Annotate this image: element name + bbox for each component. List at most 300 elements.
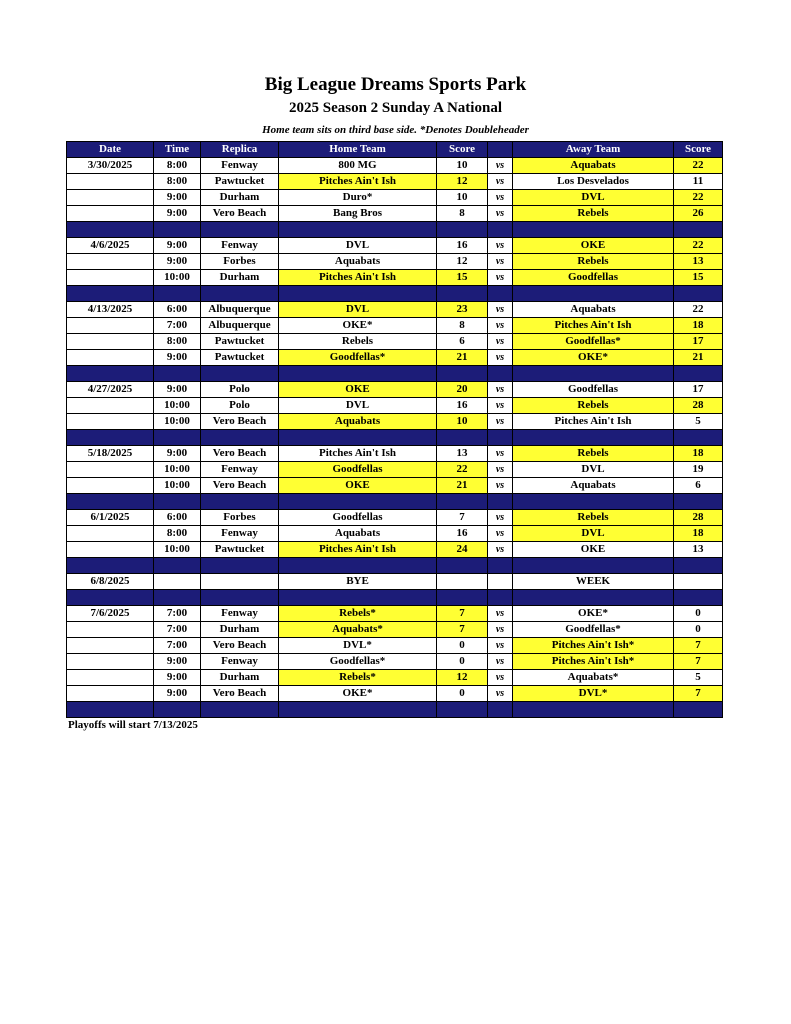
home-team-cell: Aquabats*: [279, 622, 437, 638]
home-score-cell: 10: [437, 414, 488, 430]
separator-cell: [437, 222, 488, 238]
game-row: [67, 414, 723, 430]
time-cell: 10:00: [154, 462, 201, 478]
vs-cell: vs: [488, 654, 513, 670]
time-cell: 9:00: [154, 654, 201, 670]
separator-cell: [674, 430, 723, 446]
home-score-cell: 21: [437, 350, 488, 366]
replica-cell: Vero Beach: [201, 446, 279, 462]
away-score-cell: 5: [674, 670, 723, 686]
away-team-cell: Rebels: [513, 254, 674, 270]
separator-cell: [67, 430, 154, 446]
time-cell: 7:00: [154, 606, 201, 622]
date-cell: [67, 174, 154, 190]
time-cell: 9:00: [154, 382, 201, 398]
game-row: [67, 606, 723, 622]
home-team-cell: OKE: [279, 382, 437, 398]
away-team-cell: Rebels: [513, 446, 674, 462]
game-row: [67, 334, 723, 350]
separator-cell: [67, 494, 154, 510]
game-row: [67, 350, 723, 366]
away-team-cell: Aquabats: [513, 158, 674, 174]
replica-cell: Fenway: [201, 526, 279, 542]
away-team-cell: Rebels: [513, 206, 674, 222]
time-cell: 10:00: [154, 542, 201, 558]
away-score-cell: 13: [674, 254, 723, 270]
separator-cell: [279, 494, 437, 510]
time-cell: 9:00: [154, 670, 201, 686]
separator-cell: [674, 494, 723, 510]
replica-cell: Vero Beach: [201, 206, 279, 222]
separator-cell: [154, 590, 201, 606]
home-team-cell: Aquabats: [279, 414, 437, 430]
separator-cell: [513, 494, 674, 510]
time-cell: 9:00: [154, 238, 201, 254]
game-row: [67, 302, 723, 318]
time-cell: 6:00: [154, 302, 201, 318]
vs-cell: vs: [488, 190, 513, 206]
time-cell: 6:00: [154, 510, 201, 526]
replica-cell: Pawtucket: [201, 174, 279, 190]
week-separator: [67, 702, 723, 718]
date-cell: 4/6/2025: [67, 238, 154, 254]
replica-cell: Fenway: [201, 462, 279, 478]
vs-cell: vs: [488, 526, 513, 542]
home-team-cell: Duro*: [279, 190, 437, 206]
vs-cell: vs: [488, 478, 513, 494]
away-score-cell: 7: [674, 638, 723, 654]
away-team-cell: Goodfellas: [513, 382, 674, 398]
separator-cell: [513, 590, 674, 606]
away-team-cell: Rebels: [513, 398, 674, 414]
replica-cell: Durham: [201, 190, 279, 206]
week-separator: [67, 494, 723, 510]
replica-cell: Polo: [201, 398, 279, 414]
date-cell: [67, 270, 154, 286]
time-cell: 10:00: [154, 270, 201, 286]
game-row: [67, 206, 723, 222]
vs-cell: vs: [488, 686, 513, 702]
replica-cell: Durham: [201, 622, 279, 638]
home-score-cell: 6: [437, 334, 488, 350]
home-team-cell: Aquabats: [279, 254, 437, 270]
separator-cell: [488, 590, 513, 606]
away-team-cell: Los Desvelados: [513, 174, 674, 190]
separator-cell: [279, 286, 437, 302]
vs-cell: vs: [488, 638, 513, 654]
home-team-cell: DVL: [279, 398, 437, 414]
home-team-cell: 800 MG: [279, 158, 437, 174]
game-row: [67, 254, 723, 270]
date-cell: 6/1/2025: [67, 510, 154, 526]
col-date: Date: [67, 142, 154, 158]
separator-cell: [488, 494, 513, 510]
game-row: [67, 478, 723, 494]
away-score-cell: 0: [674, 606, 723, 622]
game-row: [67, 318, 723, 334]
game-row: [67, 526, 723, 542]
game-row: [67, 446, 723, 462]
away-score-cell: 28: [674, 398, 723, 414]
away-team-cell: Goodfellas: [513, 270, 674, 286]
away-score-cell: 13: [674, 542, 723, 558]
time-cell: 8:00: [154, 174, 201, 190]
vs-cell: vs: [488, 174, 513, 190]
time-cell: 7:00: [154, 622, 201, 638]
time-cell: 9:00: [154, 686, 201, 702]
replica-cell: Vero Beach: [201, 478, 279, 494]
home-team-cell: Rebels*: [279, 670, 437, 686]
home-score-cell: 0: [437, 654, 488, 670]
separator-cell: [674, 366, 723, 382]
home-score-cell: 8: [437, 206, 488, 222]
date-cell: [67, 254, 154, 270]
separator-cell: [201, 702, 279, 718]
away-score-cell: 6: [674, 478, 723, 494]
time-cell: 9:00: [154, 254, 201, 270]
date-cell: 5/18/2025: [67, 446, 154, 462]
date-cell: [67, 686, 154, 702]
away-score-cell: 5: [674, 414, 723, 430]
date-cell: [67, 478, 154, 494]
home-team-cell: Goodfellas*: [279, 654, 437, 670]
vs-cell: vs: [488, 414, 513, 430]
home-team-cell: Goodfellas*: [279, 350, 437, 366]
away-team-cell: Aquabats*: [513, 670, 674, 686]
separator-cell: [488, 558, 513, 574]
vs-cell: vs: [488, 382, 513, 398]
col-replica: Replica: [201, 142, 279, 158]
away-team-cell: Pitches Ain't Ish: [513, 414, 674, 430]
date-cell: [67, 670, 154, 686]
away-score-cell: 7: [674, 654, 723, 670]
away-score-cell: 18: [674, 526, 723, 542]
replica-cell: Durham: [201, 270, 279, 286]
vs-cell: vs: [488, 462, 513, 478]
vs-cell: vs: [488, 670, 513, 686]
separator-cell: [513, 430, 674, 446]
home-score-cell: 20: [437, 382, 488, 398]
replica-cell: Fenway: [201, 606, 279, 622]
separator-cell: [201, 222, 279, 238]
away-score-cell: 15: [674, 270, 723, 286]
vs-cell: vs: [488, 334, 513, 350]
separator-cell: [437, 702, 488, 718]
vs-cell: vs: [488, 542, 513, 558]
home-score-cell: 21: [437, 478, 488, 494]
home-team-cell: DVL: [279, 302, 437, 318]
home-team-cell: Goodfellas: [279, 462, 437, 478]
separator-cell: [154, 702, 201, 718]
schedule-note: Home team sits on third base side. *Denotes Doubleheader: [262, 124, 529, 136]
date-cell: 4/27/2025: [67, 382, 154, 398]
vs-cell: vs: [488, 606, 513, 622]
away-team-cell: DVL: [513, 526, 674, 542]
home-score-cell: 16: [437, 398, 488, 414]
separator-cell: [674, 286, 723, 302]
col-time: Time: [154, 142, 201, 158]
time-cell: 7:00: [154, 638, 201, 654]
home-team-cell: Rebels*: [279, 606, 437, 622]
time-cell: 8:00: [154, 526, 201, 542]
home-team-cell: Pitches Ain't Ish: [279, 446, 437, 462]
away-team-cell: OKE*: [513, 606, 674, 622]
separator-cell: [67, 590, 154, 606]
separator-cell: [67, 222, 154, 238]
away-team-cell: Pitches Ain't Ish*: [513, 654, 674, 670]
replica-cell: [201, 574, 279, 590]
game-row: [67, 174, 723, 190]
date-cell: [67, 190, 154, 206]
vs-cell: vs: [488, 254, 513, 270]
date-cell: [67, 654, 154, 670]
away-score-cell: 26: [674, 206, 723, 222]
home-team-cell: DVL: [279, 238, 437, 254]
date-cell: [67, 350, 154, 366]
separator-cell: [674, 590, 723, 606]
separator-cell: [674, 558, 723, 574]
game-row: [67, 622, 723, 638]
separator-cell: [154, 494, 201, 510]
vs-cell: vs: [488, 510, 513, 526]
game-row: [67, 462, 723, 478]
time-cell: [154, 574, 201, 590]
date-cell: [67, 622, 154, 638]
away-score-cell: 22: [674, 238, 723, 254]
time-cell: 9:00: [154, 190, 201, 206]
replica-cell: Vero Beach: [201, 414, 279, 430]
home-team-cell: Goodfellas: [279, 510, 437, 526]
home-team-cell: Bang Bros: [279, 206, 437, 222]
game-row: [67, 382, 723, 398]
away-team-cell: OKE: [513, 542, 674, 558]
away-score-cell: 22: [674, 302, 723, 318]
separator-cell: [488, 222, 513, 238]
replica-cell: Albuquerque: [201, 302, 279, 318]
date-cell: [67, 334, 154, 350]
separator-cell: [437, 494, 488, 510]
time-cell: 10:00: [154, 398, 201, 414]
replica-cell: Polo: [201, 382, 279, 398]
away-team-cell: DVL: [513, 190, 674, 206]
away-team-cell: Pitches Ain't Ish: [513, 318, 674, 334]
week-separator: [67, 558, 723, 574]
separator-cell: [488, 286, 513, 302]
separator-cell: [201, 366, 279, 382]
separator-cell: [513, 702, 674, 718]
col-home-score: Score: [437, 142, 488, 158]
away-team-cell: Goodfellas*: [513, 334, 674, 350]
separator-cell: [437, 366, 488, 382]
home-team-cell: Pitches Ain't Ish: [279, 542, 437, 558]
separator-cell: [154, 366, 201, 382]
game-row: [67, 510, 723, 526]
separator-cell: [513, 222, 674, 238]
separator-cell: [154, 286, 201, 302]
date-cell: 3/30/2025: [67, 158, 154, 174]
home-score-cell: 12: [437, 174, 488, 190]
home-score-cell: 15: [437, 270, 488, 286]
home-score-cell: 8: [437, 318, 488, 334]
separator-cell: [154, 430, 201, 446]
date-cell: [67, 206, 154, 222]
home-score-cell: 0: [437, 638, 488, 654]
time-cell: 9:00: [154, 446, 201, 462]
away-score-cell: 17: [674, 382, 723, 398]
away-score-cell: 18: [674, 446, 723, 462]
replica-cell: Albuquerque: [201, 318, 279, 334]
replica-cell: Fenway: [201, 158, 279, 174]
away-team-cell: Goodfellas*: [513, 622, 674, 638]
separator-cell: [279, 222, 437, 238]
separator-cell: [67, 558, 154, 574]
game-row: [67, 654, 723, 670]
time-cell: 7:00: [154, 318, 201, 334]
home-score-cell: 23: [437, 302, 488, 318]
separator-cell: [201, 494, 279, 510]
home-score-cell: 12: [437, 254, 488, 270]
separator-cell: [437, 558, 488, 574]
replica-cell: Vero Beach: [201, 686, 279, 702]
away-score-cell: 11: [674, 174, 723, 190]
separator-cell: [201, 430, 279, 446]
replica-cell: Pawtucket: [201, 542, 279, 558]
vs-cell: vs: [488, 270, 513, 286]
home-team-cell: BYE: [279, 574, 437, 590]
separator-cell: [67, 366, 154, 382]
time-cell: 8:00: [154, 158, 201, 174]
home-team-cell: Rebels: [279, 334, 437, 350]
col-vs: [488, 142, 513, 158]
separator-cell: [437, 590, 488, 606]
schedule-table: [66, 141, 723, 718]
home-team-cell: OKE: [279, 478, 437, 494]
separator-cell: [488, 366, 513, 382]
home-score-cell: 16: [437, 238, 488, 254]
away-team-cell: Rebels: [513, 510, 674, 526]
col-away-score: Score: [674, 142, 723, 158]
separator-cell: [674, 222, 723, 238]
replica-cell: Pawtucket: [201, 350, 279, 366]
vs-cell: vs: [488, 238, 513, 254]
vs-cell: vs: [488, 206, 513, 222]
vs-cell: vs: [488, 350, 513, 366]
date-cell: 6/8/2025: [67, 574, 154, 590]
away-team-cell: Aquabats: [513, 478, 674, 494]
game-row: [67, 190, 723, 206]
away-team-cell: DVL*: [513, 686, 674, 702]
separator-cell: [437, 430, 488, 446]
home-score-cell: 22: [437, 462, 488, 478]
col-home-team: Home Team: [279, 142, 437, 158]
playoffs-note: Playoffs will start 7/13/2025: [68, 719, 198, 731]
away-score-cell: 21: [674, 350, 723, 366]
home-score-cell: 0: [437, 686, 488, 702]
vs-cell: vs: [488, 158, 513, 174]
home-score-cell: 7: [437, 622, 488, 638]
date-cell: 4/13/2025: [67, 302, 154, 318]
date-cell: 7/6/2025: [67, 606, 154, 622]
away-score-cell: 22: [674, 190, 723, 206]
date-cell: [67, 414, 154, 430]
week-separator: [67, 222, 723, 238]
separator-cell: [437, 286, 488, 302]
away-score-cell: [674, 574, 723, 590]
separator-cell: [513, 286, 674, 302]
separator-cell: [488, 702, 513, 718]
separator-cell: [488, 430, 513, 446]
separator-cell: [67, 286, 154, 302]
away-score-cell: 28: [674, 510, 723, 526]
replica-cell: Pawtucket: [201, 334, 279, 350]
away-team-cell: OKE*: [513, 350, 674, 366]
date-cell: [67, 638, 154, 654]
away-score-cell: 18: [674, 318, 723, 334]
replica-cell: Forbes: [201, 254, 279, 270]
time-cell: 9:00: [154, 206, 201, 222]
bye-row: [67, 574, 723, 590]
home-team-cell: Pitches Ain't Ish: [279, 270, 437, 286]
separator-cell: [154, 558, 201, 574]
home-team-cell: DVL*: [279, 638, 437, 654]
away-score-cell: 19: [674, 462, 723, 478]
away-score-cell: 17: [674, 334, 723, 350]
separator-cell: [154, 222, 201, 238]
vs-cell: vs: [488, 398, 513, 414]
away-team-cell: DVL: [513, 462, 674, 478]
date-cell: [67, 526, 154, 542]
home-score-cell: 24: [437, 542, 488, 558]
vs-cell: vs: [488, 622, 513, 638]
away-team-cell: Pitches Ain't Ish*: [513, 638, 674, 654]
date-cell: [67, 542, 154, 558]
separator-cell: [201, 558, 279, 574]
week-separator: [67, 286, 723, 302]
replica-cell: Fenway: [201, 238, 279, 254]
game-row: [67, 238, 723, 254]
away-team-cell: OKE: [513, 238, 674, 254]
time-cell: 9:00: [154, 350, 201, 366]
home-team-cell: Pitches Ain't Ish: [279, 174, 437, 190]
time-cell: 10:00: [154, 478, 201, 494]
vs-cell: vs: [488, 318, 513, 334]
separator-cell: [201, 590, 279, 606]
header-row: [67, 142, 723, 158]
game-row: [67, 686, 723, 702]
away-score-cell: 7: [674, 686, 723, 702]
vs-cell: vs: [488, 302, 513, 318]
page-subtitle: 2025 Season 2 Sunday A National: [289, 100, 502, 116]
home-score-cell: 7: [437, 606, 488, 622]
separator-cell: [674, 702, 723, 718]
home-score-cell: 12: [437, 670, 488, 686]
home-team-cell: Aquabats: [279, 526, 437, 542]
home-team-cell: OKE*: [279, 686, 437, 702]
game-row: [67, 638, 723, 654]
date-cell: [67, 398, 154, 414]
home-score-cell: 16: [437, 526, 488, 542]
page-title: Big League Dreams Sports Park: [264, 74, 527, 95]
separator-cell: [201, 286, 279, 302]
home-score-cell: 13: [437, 446, 488, 462]
week-separator: [67, 430, 723, 446]
game-row: [67, 270, 723, 286]
replica-cell: Fenway: [201, 654, 279, 670]
date-cell: [67, 318, 154, 334]
replica-cell: Forbes: [201, 510, 279, 526]
replica-cell: Vero Beach: [201, 638, 279, 654]
date-cell: [67, 462, 154, 478]
